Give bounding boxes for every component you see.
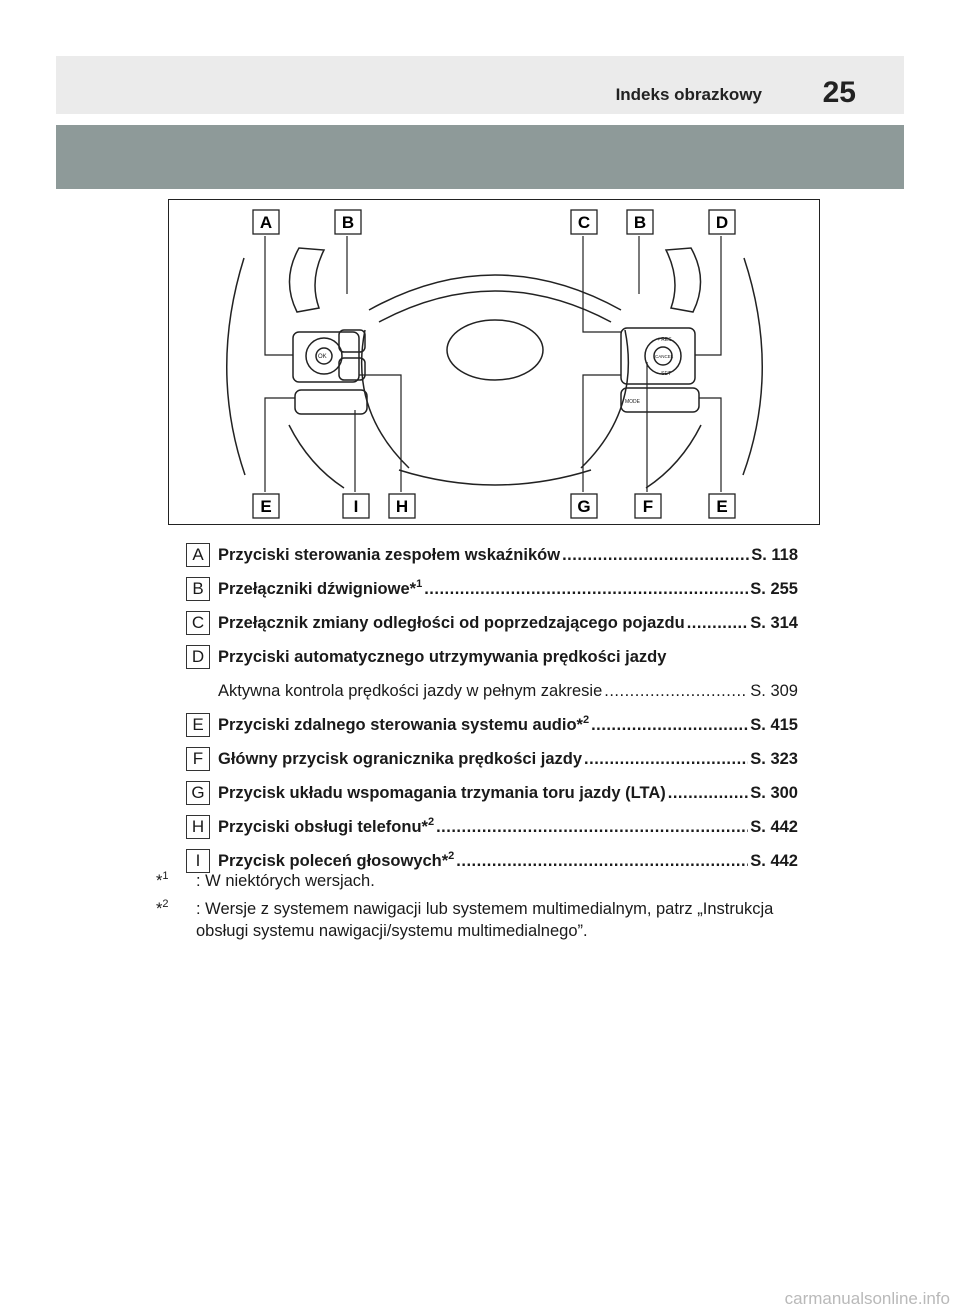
section-band: [56, 125, 904, 189]
ok-label: OK: [318, 354, 327, 360]
list-subitem: [186, 674, 798, 708]
callout-f-bottom: F: [642, 497, 654, 516]
list-item: [186, 572, 798, 606]
item-letter: D: [186, 645, 210, 669]
item-label: Przyciski sterowania zespołem wskaźników: [218, 545, 561, 564]
steering-wheel-illustration: [169, 200, 821, 526]
page-ref[interactable]: S. 442: [750, 851, 798, 870]
footnote: [156, 898, 816, 942]
subitem-label: Aktywna kontrola prędkości jazdy w pełnym zakresie: [218, 681, 603, 700]
section-title: Indeks obrazkowy: [615, 85, 762, 104]
page-ref[interactable]: S. 255: [750, 579, 798, 598]
item-label: Główny przycisk ogranicznika prędkości jazdy: [218, 749, 583, 768]
cancel-label: CANCEL: [655, 354, 674, 359]
footnote-ref: 2: [448, 849, 455, 862]
callout-b-left-top: B: [341, 213, 355, 232]
item-letter: B: [186, 577, 210, 601]
page-ref[interactable]: S. 118: [751, 545, 798, 564]
item-label: Przyciski automatycznego utrzymywania prędkości jazdy: [218, 647, 667, 666]
top-label-row: [253, 210, 735, 234]
page-ref[interactable]: S. 309: [750, 681, 798, 700]
footnote-number: 1: [162, 870, 169, 882]
list-item: [186, 742, 798, 776]
footnote-mark: *: [156, 872, 163, 890]
item-label: Przycisk poleceń głosowych*: [218, 851, 449, 870]
item-letter: G: [186, 781, 210, 805]
item-label: Przełączniki dźwigniowe*: [218, 579, 417, 598]
item-letter: I: [186, 849, 210, 873]
page-ref[interactable]: S. 442: [750, 817, 798, 836]
footnote-mark: *: [156, 900, 163, 918]
page-header: [56, 56, 904, 114]
item-letter: F: [186, 747, 210, 771]
item-letter: H: [186, 815, 210, 839]
item-label: Przyciski obsługi telefonu*: [218, 817, 428, 836]
page-ref[interactable]: S. 415: [750, 715, 798, 734]
rim-right-outer: [743, 258, 762, 475]
rim-left-outer: [227, 258, 245, 475]
watermark: carmanualsonline.info: [784, 1289, 950, 1308]
airbag-hub: [447, 320, 543, 380]
page-ref[interactable]: S. 323: [750, 749, 798, 768]
callout-i-bottom: I: [353, 497, 359, 516]
page-ref[interactable]: S. 300: [750, 783, 798, 802]
res-label: + RES: [657, 337, 672, 343]
item-letter: E: [186, 713, 210, 737]
footnote-text: : Wersje z systemem nawigacji lub systemem multimedialnym, patrz „Instrukcja obsługi systemu nawigacji/systemu multimedialnego”.: [196, 900, 774, 940]
item-letter: C: [186, 611, 210, 635]
callout-d-top: D: [715, 213, 729, 232]
list-item: [186, 606, 798, 640]
list-item: [186, 776, 798, 810]
callout-c-top: C: [577, 213, 591, 232]
list-item: [186, 708, 798, 742]
callout-g-bottom: G: [577, 497, 591, 516]
callout-b-right-top: B: [633, 213, 647, 232]
list-item: [186, 810, 798, 844]
callout-a-top: A: [259, 213, 273, 232]
footnote: [156, 870, 816, 892]
callout-e-right-bottom: E: [716, 497, 728, 516]
footnote-ref: 1: [416, 577, 423, 590]
mode-label: MODE: [625, 399, 640, 405]
footnote-ref: 2: [582, 713, 590, 726]
item-label: Przełącznik zmiany odległości od poprzedzającego pojazdu: [218, 613, 685, 632]
legend-list: [186, 538, 798, 878]
list-item: [186, 640, 798, 674]
callout-h-bottom: H: [395, 497, 409, 516]
footnote-number: 2: [162, 898, 169, 910]
paddle-left: [289, 248, 324, 312]
footnote-text: : W niektórych wersjach.: [196, 872, 375, 890]
footnotes: [156, 870, 816, 948]
callout-e-left-bottom: E: [260, 497, 272, 516]
set-label: – SET: [657, 371, 671, 377]
item-label: Przyciski zdalnego sterowania systemu audio*: [218, 715, 583, 734]
page-ref[interactable]: S. 314: [750, 613, 798, 632]
steering-wheel-figure: [168, 199, 820, 525]
footnote-ref: 2: [427, 815, 435, 828]
bottom-label-row: [253, 494, 735, 518]
volume-buttons: [295, 390, 367, 414]
paddle-right: [666, 248, 701, 312]
list-item: [186, 538, 798, 572]
item-letter: A: [186, 543, 210, 567]
page-number: 25: [822, 76, 856, 109]
item-label: Przycisk układu wspomagania trzymania toru jazdy (LTA): [218, 783, 666, 802]
